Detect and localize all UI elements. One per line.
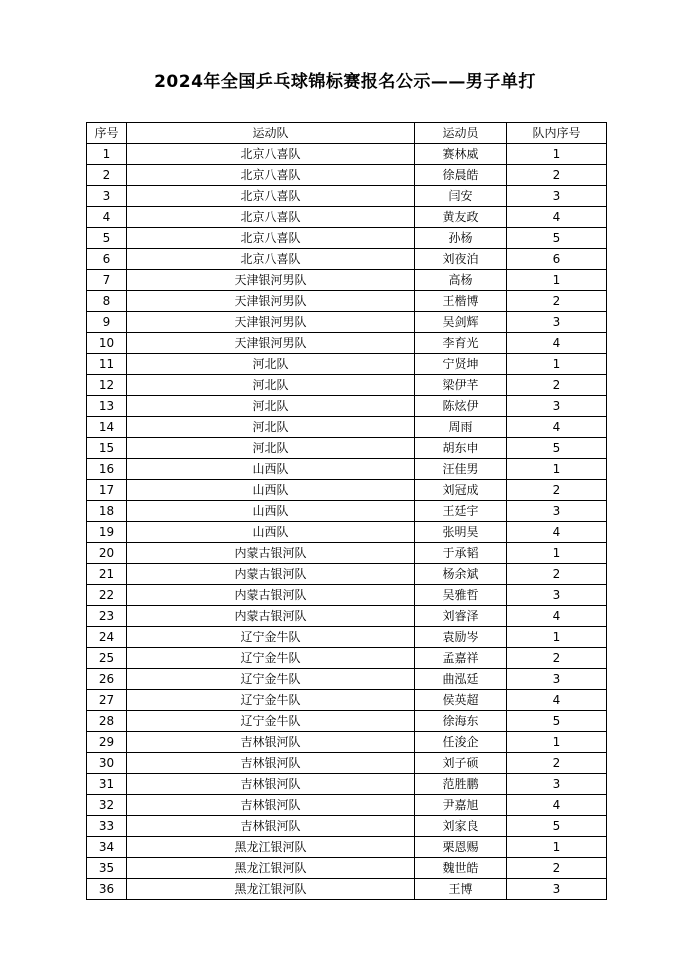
team-order-cell: 1	[507, 732, 607, 753]
table-row	[87, 375, 607, 396]
team-order-cell: 1	[507, 543, 607, 564]
team-cell: 北京八喜队	[127, 144, 415, 165]
table-row	[87, 711, 607, 732]
player-cell: 栗恩赐	[415, 837, 507, 858]
table-row	[87, 186, 607, 207]
team-cell: 山西队	[127, 480, 415, 501]
team-order-cell: 1	[507, 837, 607, 858]
table-row	[87, 774, 607, 795]
player-cell: 侯英超	[415, 690, 507, 711]
table-row	[87, 480, 607, 501]
player-cell: 刘睿泽	[415, 606, 507, 627]
player-cell: 孙杨	[415, 228, 507, 249]
table-row	[87, 207, 607, 228]
serial-no-cell: 9	[87, 312, 127, 333]
serial-no-cell: 8	[87, 291, 127, 312]
team-cell: 黑龙江银河队	[127, 837, 415, 858]
table-row	[87, 816, 607, 837]
serial-no-cell: 7	[87, 270, 127, 291]
player-cell: 曲泓廷	[415, 669, 507, 690]
team-cell: 吉林银河队	[127, 795, 415, 816]
serial-no-cell: 18	[87, 501, 127, 522]
table-row	[87, 627, 607, 648]
player-cell: 刘夜泊	[415, 249, 507, 270]
team-order-cell: 4	[507, 690, 607, 711]
serial-no-cell: 12	[87, 375, 127, 396]
team-cell: 北京八喜队	[127, 207, 415, 228]
team-cell: 内蒙古银河队	[127, 606, 415, 627]
team-order-cell: 1	[507, 144, 607, 165]
team-order-cell: 4	[507, 522, 607, 543]
team-cell: 吉林银河队	[127, 816, 415, 837]
team-order-cell: 5	[507, 816, 607, 837]
serial-no-cell: 29	[87, 732, 127, 753]
serial-no-cell: 13	[87, 396, 127, 417]
team-order-cell: 2	[507, 165, 607, 186]
player-cell: 宁贤坤	[415, 354, 507, 375]
table-row	[87, 270, 607, 291]
team-cell: 黑龙江银河队	[127, 858, 415, 879]
team-order-cell: 2	[507, 648, 607, 669]
page-title: 2024年全国乒乓球锦标赛报名公示——男子单打	[154, 72, 536, 92]
player-cell: 于承韬	[415, 543, 507, 564]
team-cell: 山西队	[127, 459, 415, 480]
table-row	[87, 564, 607, 585]
serial-no-cell: 20	[87, 543, 127, 564]
team-order-cell: 3	[507, 585, 607, 606]
player-cell: 袁励岑	[415, 627, 507, 648]
player-cell: 陈炫伊	[415, 396, 507, 417]
table-row	[87, 795, 607, 816]
team-order-cell: 4	[507, 333, 607, 354]
table-row	[87, 501, 607, 522]
team-cell: 山西队	[127, 522, 415, 543]
serial-no-cell: 11	[87, 354, 127, 375]
team-cell: 吉林银河队	[127, 732, 415, 753]
serial-no-cell: 32	[87, 795, 127, 816]
player-cell: 王博	[415, 879, 507, 900]
serial-no-cell: 4	[87, 207, 127, 228]
serial-no-cell: 25	[87, 648, 127, 669]
team-cell: 天津银河男队	[127, 270, 415, 291]
table-row	[87, 732, 607, 753]
table-row	[87, 690, 607, 711]
table-row	[87, 585, 607, 606]
player-cell: 李育光	[415, 333, 507, 354]
serial-no-cell: 26	[87, 669, 127, 690]
serial-no-cell: 14	[87, 417, 127, 438]
player-cell: 梁伊芊	[415, 375, 507, 396]
player-cell: 周雨	[415, 417, 507, 438]
team-cell: 辽宁金牛队	[127, 669, 415, 690]
player-cell: 高杨	[415, 270, 507, 291]
table-row	[87, 837, 607, 858]
table-row	[87, 858, 607, 879]
table-row	[87, 228, 607, 249]
table-row	[87, 459, 607, 480]
player-cell: 黄友政	[415, 207, 507, 228]
serial-no-cell: 19	[87, 522, 127, 543]
table-row	[87, 606, 607, 627]
table-header-row	[87, 123, 607, 144]
player-cell: 王廷宇	[415, 501, 507, 522]
table-row	[87, 543, 607, 564]
team-cell: 河北队	[127, 375, 415, 396]
team-order-cell: 2	[507, 291, 607, 312]
serial-no-cell: 35	[87, 858, 127, 879]
team-order-cell: 1	[507, 627, 607, 648]
team-order-cell: 3	[507, 312, 607, 333]
table-row	[87, 522, 607, 543]
team-order-cell: 1	[507, 270, 607, 291]
table-row	[87, 753, 607, 774]
serial-no-cell: 34	[87, 837, 127, 858]
player-cell: 孟嘉祥	[415, 648, 507, 669]
serial-no-cell: 27	[87, 690, 127, 711]
serial-no-cell: 21	[87, 564, 127, 585]
team-cell: 辽宁金牛队	[127, 690, 415, 711]
serial-no-cell: 31	[87, 774, 127, 795]
header-team: 运动队	[127, 123, 415, 144]
team-order-cell: 2	[507, 858, 607, 879]
team-cell: 河北队	[127, 417, 415, 438]
player-cell: 徐晨皓	[415, 165, 507, 186]
team-cell: 山西队	[127, 501, 415, 522]
player-cell: 杨余斌	[415, 564, 507, 585]
player-cell: 尹嘉旭	[415, 795, 507, 816]
player-cell: 赛林威	[415, 144, 507, 165]
team-cell: 河北队	[127, 354, 415, 375]
player-cell: 闫安	[415, 186, 507, 207]
team-order-cell: 4	[507, 795, 607, 816]
team-cell: 吉林银河队	[127, 753, 415, 774]
player-cell: 范胜鹏	[415, 774, 507, 795]
team-cell: 辽宁金牛队	[127, 711, 415, 732]
team-cell: 北京八喜队	[127, 165, 415, 186]
serial-no-cell: 24	[87, 627, 127, 648]
table-row	[87, 417, 607, 438]
team-order-cell: 2	[507, 375, 607, 396]
team-cell: 天津银河男队	[127, 333, 415, 354]
player-cell: 魏世皓	[415, 858, 507, 879]
team-order-cell: 1	[507, 459, 607, 480]
team-order-cell: 5	[507, 438, 607, 459]
table-row	[87, 249, 607, 270]
team-cell: 内蒙古银河队	[127, 543, 415, 564]
player-cell: 吴雅哲	[415, 585, 507, 606]
serial-no-cell: 1	[87, 144, 127, 165]
serial-no-cell: 33	[87, 816, 127, 837]
serial-no-cell: 5	[87, 228, 127, 249]
registration-table	[86, 122, 607, 900]
serial-no-cell: 15	[87, 438, 127, 459]
player-cell: 刘冠成	[415, 480, 507, 501]
serial-no-cell: 17	[87, 480, 127, 501]
serial-no-cell: 2	[87, 165, 127, 186]
team-order-cell: 5	[507, 228, 607, 249]
table-row	[87, 291, 607, 312]
header-player: 运动员	[415, 123, 507, 144]
team-order-cell: 4	[507, 606, 607, 627]
header-team-order: 队内序号	[507, 123, 607, 144]
team-cell: 北京八喜队	[127, 249, 415, 270]
team-order-cell: 3	[507, 186, 607, 207]
team-order-cell: 3	[507, 669, 607, 690]
team-order-cell: 3	[507, 396, 607, 417]
team-cell: 辽宁金牛队	[127, 627, 415, 648]
team-order-cell: 3	[507, 501, 607, 522]
serial-no-cell: 10	[87, 333, 127, 354]
team-cell: 天津银河男队	[127, 291, 415, 312]
table-body	[87, 144, 607, 900]
player-cell: 汪佳男	[415, 459, 507, 480]
serial-no-cell: 28	[87, 711, 127, 732]
team-order-cell: 4	[507, 417, 607, 438]
table-row	[87, 669, 607, 690]
team-order-cell: 2	[507, 564, 607, 585]
table-row	[87, 396, 607, 417]
serial-no-cell: 3	[87, 186, 127, 207]
player-cell: 任浚企	[415, 732, 507, 753]
table-row	[87, 438, 607, 459]
team-order-cell: 6	[507, 249, 607, 270]
serial-no-cell: 16	[87, 459, 127, 480]
table-row	[87, 312, 607, 333]
team-order-cell: 2	[507, 753, 607, 774]
player-cell: 胡东申	[415, 438, 507, 459]
team-cell: 河北队	[127, 438, 415, 459]
team-order-cell: 3	[507, 774, 607, 795]
header-serial-no: 序号	[87, 123, 127, 144]
table-row	[87, 879, 607, 900]
team-cell: 北京八喜队	[127, 186, 415, 207]
team-order-cell: 3	[507, 879, 607, 900]
team-cell: 内蒙古银河队	[127, 564, 415, 585]
table-row	[87, 354, 607, 375]
team-cell: 吉林银河队	[127, 774, 415, 795]
team-cell: 内蒙古银河队	[127, 585, 415, 606]
table-row	[87, 144, 607, 165]
team-cell: 北京八喜队	[127, 228, 415, 249]
player-cell: 张明昊	[415, 522, 507, 543]
table-row	[87, 333, 607, 354]
team-order-cell: 5	[507, 711, 607, 732]
team-cell: 辽宁金牛队	[127, 648, 415, 669]
serial-no-cell: 23	[87, 606, 127, 627]
player-cell: 徐海东	[415, 711, 507, 732]
serial-no-cell: 30	[87, 753, 127, 774]
serial-no-cell: 36	[87, 879, 127, 900]
table-row	[87, 648, 607, 669]
team-cell: 黑龙江银河队	[127, 879, 415, 900]
player-cell: 刘家良	[415, 816, 507, 837]
serial-no-cell: 22	[87, 585, 127, 606]
team-order-cell: 1	[507, 354, 607, 375]
player-cell: 吴剑辉	[415, 312, 507, 333]
team-cell: 河北队	[127, 396, 415, 417]
team-order-cell: 2	[507, 480, 607, 501]
team-cell: 天津银河男队	[127, 312, 415, 333]
team-order-cell: 4	[507, 207, 607, 228]
player-cell: 刘子硕	[415, 753, 507, 774]
player-cell: 王楷博	[415, 291, 507, 312]
serial-no-cell: 6	[87, 249, 127, 270]
table-row	[87, 165, 607, 186]
